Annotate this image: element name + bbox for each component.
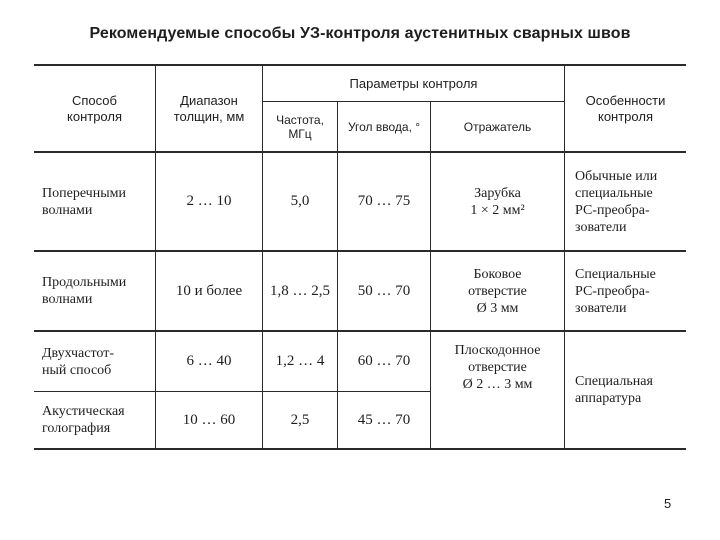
header-params: Параметры контроля [349,75,478,91]
page-number: 5 [664,496,672,511]
table-bottom-rule [34,448,686,450]
table-row-4-frequency: 2,5 [290,411,310,428]
table-row-1-angle: 70 … 75 [357,193,411,209]
table-row-1-frequency: 5,0 [290,193,310,209]
table-row-3-method: Двухчастот- ный способ [42,345,114,378]
header-thickness: Диапазон толщин, мм [173,92,245,124]
page-title: Рекомендуемые способы УЗ-контроля аустенитных сварных швов [89,25,631,42]
table-row-3-thickness: 6 … 40 [186,353,232,369]
shared-features-cell: Специальная аппаратура [575,374,653,406]
table-row-3-angle: 60 … 70 [357,353,411,369]
table-row-1-thickness: 2 … 10 [186,193,232,209]
table-row-1-reflector: Зарубка 1 × 2 мм² [470,185,525,218]
table-row-2-frequency: 1,8 … 2,5 [270,282,330,299]
table-row-1-features: Обычные или специальные РС-преобра- зователи [575,168,658,235]
table-row-4-angle: 45 … 70 [357,411,411,428]
table-row-2-features: Специальные РС-преобра- зователи [575,266,656,316]
header-angle: Угол ввода, ° [347,119,421,134]
table-row-4-thickness: 10 … 60 [182,411,236,428]
table-row-2-reflector: Боковое отверстие Ø 3 мм [468,266,527,316]
table-row-3-frequency: 1,2 … 4 [275,353,325,369]
table-row-2-thickness: 10 и более [175,282,243,299]
header-features: Особенности контроля [585,92,666,124]
header-frequency: Частота, МГц [276,112,324,141]
table-row-1-method: Поперечными волнами [42,185,126,218]
shared-reflector-cell: Плоскодонное отверстие Ø 2 … 3 мм [454,343,541,392]
table-row-2-angle: 50 … 70 [357,282,411,299]
header-method: Способ контроля [67,92,122,124]
header-reflector: Отражатель [463,119,532,134]
table-row-2-method: Продольными волнами [42,275,127,307]
table-row-4-method: Акустическая голография [42,404,125,436]
